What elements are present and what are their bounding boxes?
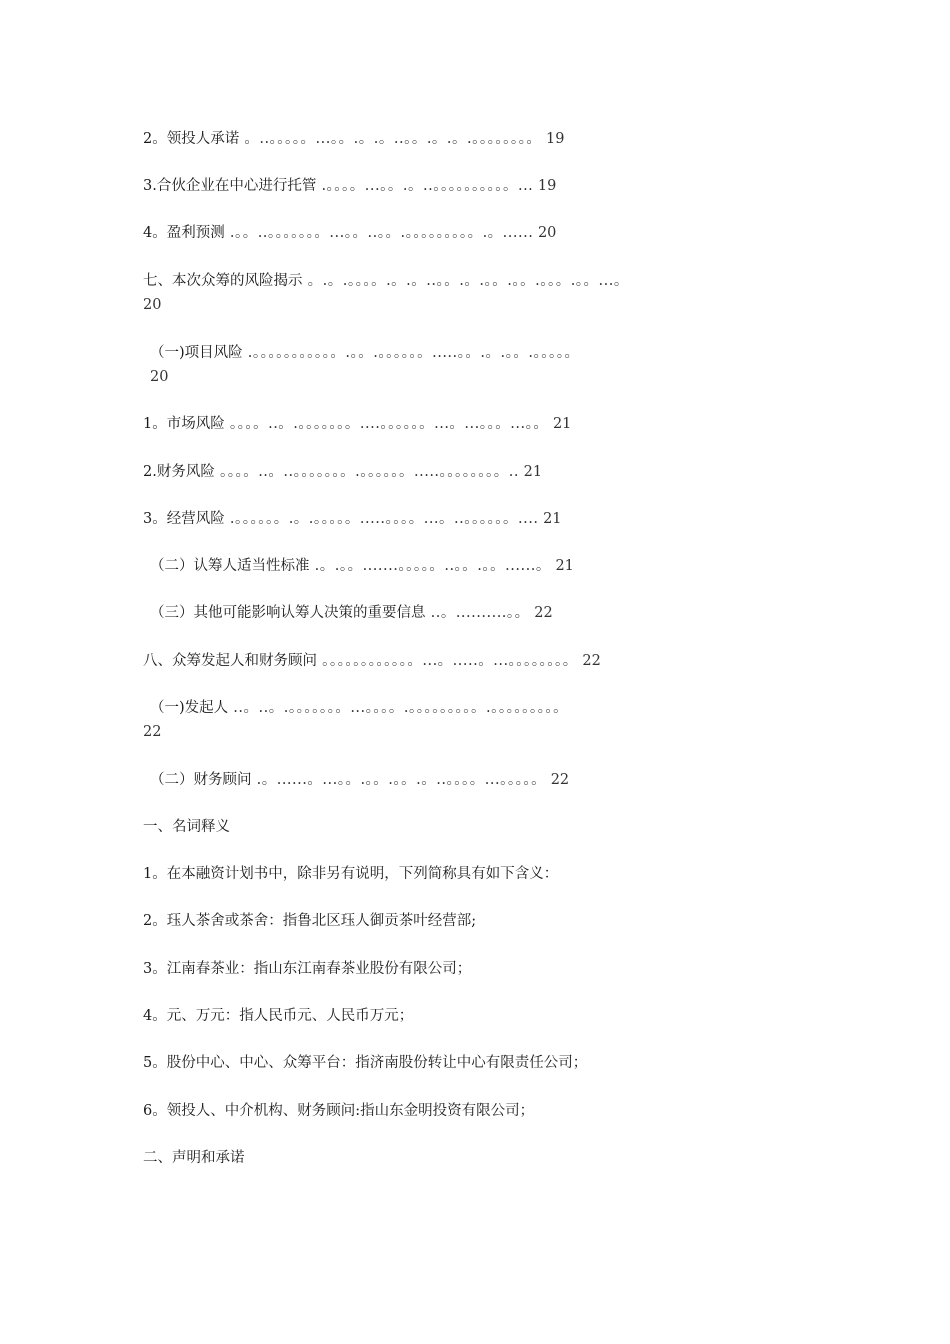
toc-page-number: 21 bbox=[555, 558, 574, 574]
toc-leaders: .。。。。。。。。。。。.。。.。。。。。。.....。。.。.。。.。。。。。 bbox=[242, 345, 580, 361]
toc-leaders: 。。。。..。.。。。。。。。....。。。。。。...。...。。。...。。 bbox=[224, 416, 549, 432]
toc-entry-profit-forecast[interactable] bbox=[143, 221, 823, 245]
toc-entry-project-risk[interactable] bbox=[150, 341, 815, 389]
paragraph-definition-share-center: 5。股份中心、中心、众筹平台：指济南股份转让中心有限责任公司； bbox=[143, 1055, 588, 1071]
toc-page-number: 22 bbox=[550, 772, 570, 788]
toc-page-number: 19 bbox=[546, 131, 565, 147]
toc-leaders: 。。。。..。..。。。。。。。.。。。。。。.....。。。。。。。。.. bbox=[214, 464, 520, 480]
toc-label: 八、众筹发起人和财务顾问 bbox=[143, 653, 317, 669]
toc-page-number: 22 bbox=[143, 724, 162, 740]
toc-label: 4。盈利预测 bbox=[143, 225, 225, 241]
toc-entry-sponsor-and-advisor[interactable] bbox=[143, 649, 823, 673]
toc-label: （一)项目风险 bbox=[150, 345, 243, 361]
toc-entry-suitability-standard[interactable] bbox=[150, 554, 830, 578]
toc-leaders: .。.。。.......。。。。。..。。.。。......。 bbox=[309, 558, 551, 574]
toc-label: 3.合伙企业在中心进行托管 bbox=[143, 178, 317, 194]
section-heading-definitions: 一、名词释义 bbox=[143, 819, 230, 835]
toc-page-number: 22 bbox=[534, 605, 553, 621]
toc-page-number: 20 bbox=[143, 297, 162, 313]
toc-label: （一)发起人 bbox=[150, 700, 229, 716]
paragraph-definition-teahouse: 2。珏人茶舍或茶舍：指鲁北区珏人御贡茶叶经营部; bbox=[143, 913, 477, 929]
paragraph-definition-currency: 4。元、万元：指人民币元、人民币万元； bbox=[143, 1008, 414, 1024]
toc-page-number: 21 bbox=[523, 464, 543, 480]
toc-label: 七、本次众筹的风险揭示 bbox=[143, 273, 303, 289]
toc-entry-sponsor[interactable] bbox=[143, 696, 810, 744]
toc-label: （二）认筹人适当性标准 bbox=[150, 558, 310, 574]
toc-label: 1。市场风险 bbox=[143, 416, 225, 432]
toc-leaders: ..。..........。。 bbox=[425, 605, 530, 621]
toc-leaders: .。。。。。。.。.。。。。。.....。。。。...。..。。。。。。.... bbox=[224, 511, 539, 527]
toc-label: 2。领投人承诺 bbox=[143, 131, 240, 147]
toc-leaders: ..。..。.。。。。。。。...。。。。.。。。。。。。。。.。。。。。。。。。 bbox=[228, 700, 569, 716]
toc-label: （三）其他可能影响认筹人决策的重要信息 bbox=[150, 605, 426, 621]
toc-entry-operating-risk[interactable] bbox=[143, 507, 823, 531]
toc-entry-other-important-info[interactable] bbox=[150, 601, 830, 625]
paragraph-definition-lead-investor: 6。领投人、中介机构、财务顾问:指山东金明投资有限公司； bbox=[143, 1103, 535, 1119]
toc-entry-financial-advisor[interactable] bbox=[150, 768, 830, 792]
toc-leaders: .。......。...。。.。。.。。.。..。。。。...。。。。。 bbox=[251, 772, 547, 788]
paragraph-definition-tea-company: 3。江南春茶业：指山东江南春茶业股份有限公司； bbox=[143, 961, 472, 977]
toc-page-number: 22 bbox=[582, 653, 601, 669]
paragraph-definitions-intro: 1。在本融资计划书中，除非另有说明，下列简称具有如下含义： bbox=[143, 866, 559, 882]
section-heading-statements: 二、声明和承诺 bbox=[143, 1150, 245, 1166]
toc-label: 3。经营风险 bbox=[143, 511, 225, 527]
toc-label: （二）财务顾问 bbox=[150, 772, 252, 788]
toc-page-number: 21 bbox=[552, 416, 572, 432]
toc-leaders: .。。。。...。。.。..。。。。。。。。。。... bbox=[316, 178, 534, 194]
toc-page-number: 20 bbox=[537, 225, 557, 241]
toc-leaders: 。。。。。。。。。。。。...。.....。...。。。。。。。。 bbox=[317, 653, 578, 669]
toc-entry-lead-investor-commitment[interactable] bbox=[143, 127, 823, 151]
toc-entry-financial-risk[interactable] bbox=[143, 460, 823, 484]
toc-leaders: 。.。.。。。。.。.。..。。.。.。。.。。.。。。.。。...。 bbox=[302, 273, 629, 289]
toc-entry-partnership-custody[interactable] bbox=[143, 174, 823, 198]
toc-page-number: 20 bbox=[150, 369, 169, 385]
toc-page-number: 19 bbox=[537, 178, 557, 194]
toc-entry-risk-disclosure[interactable] bbox=[143, 269, 793, 317]
toc-label: 2.财务风险 bbox=[143, 464, 215, 480]
toc-leaders: 。..。。。。。...。。.。.。..。。.。.。.。。。。。。。。 bbox=[239, 131, 542, 147]
toc-entry-market-risk[interactable] bbox=[143, 412, 823, 436]
toc-page-number: 21 bbox=[543, 511, 562, 527]
toc-leaders: .。。..。。。。。。。...。。..。。.。。。。。。。。。.。...... bbox=[224, 225, 534, 241]
